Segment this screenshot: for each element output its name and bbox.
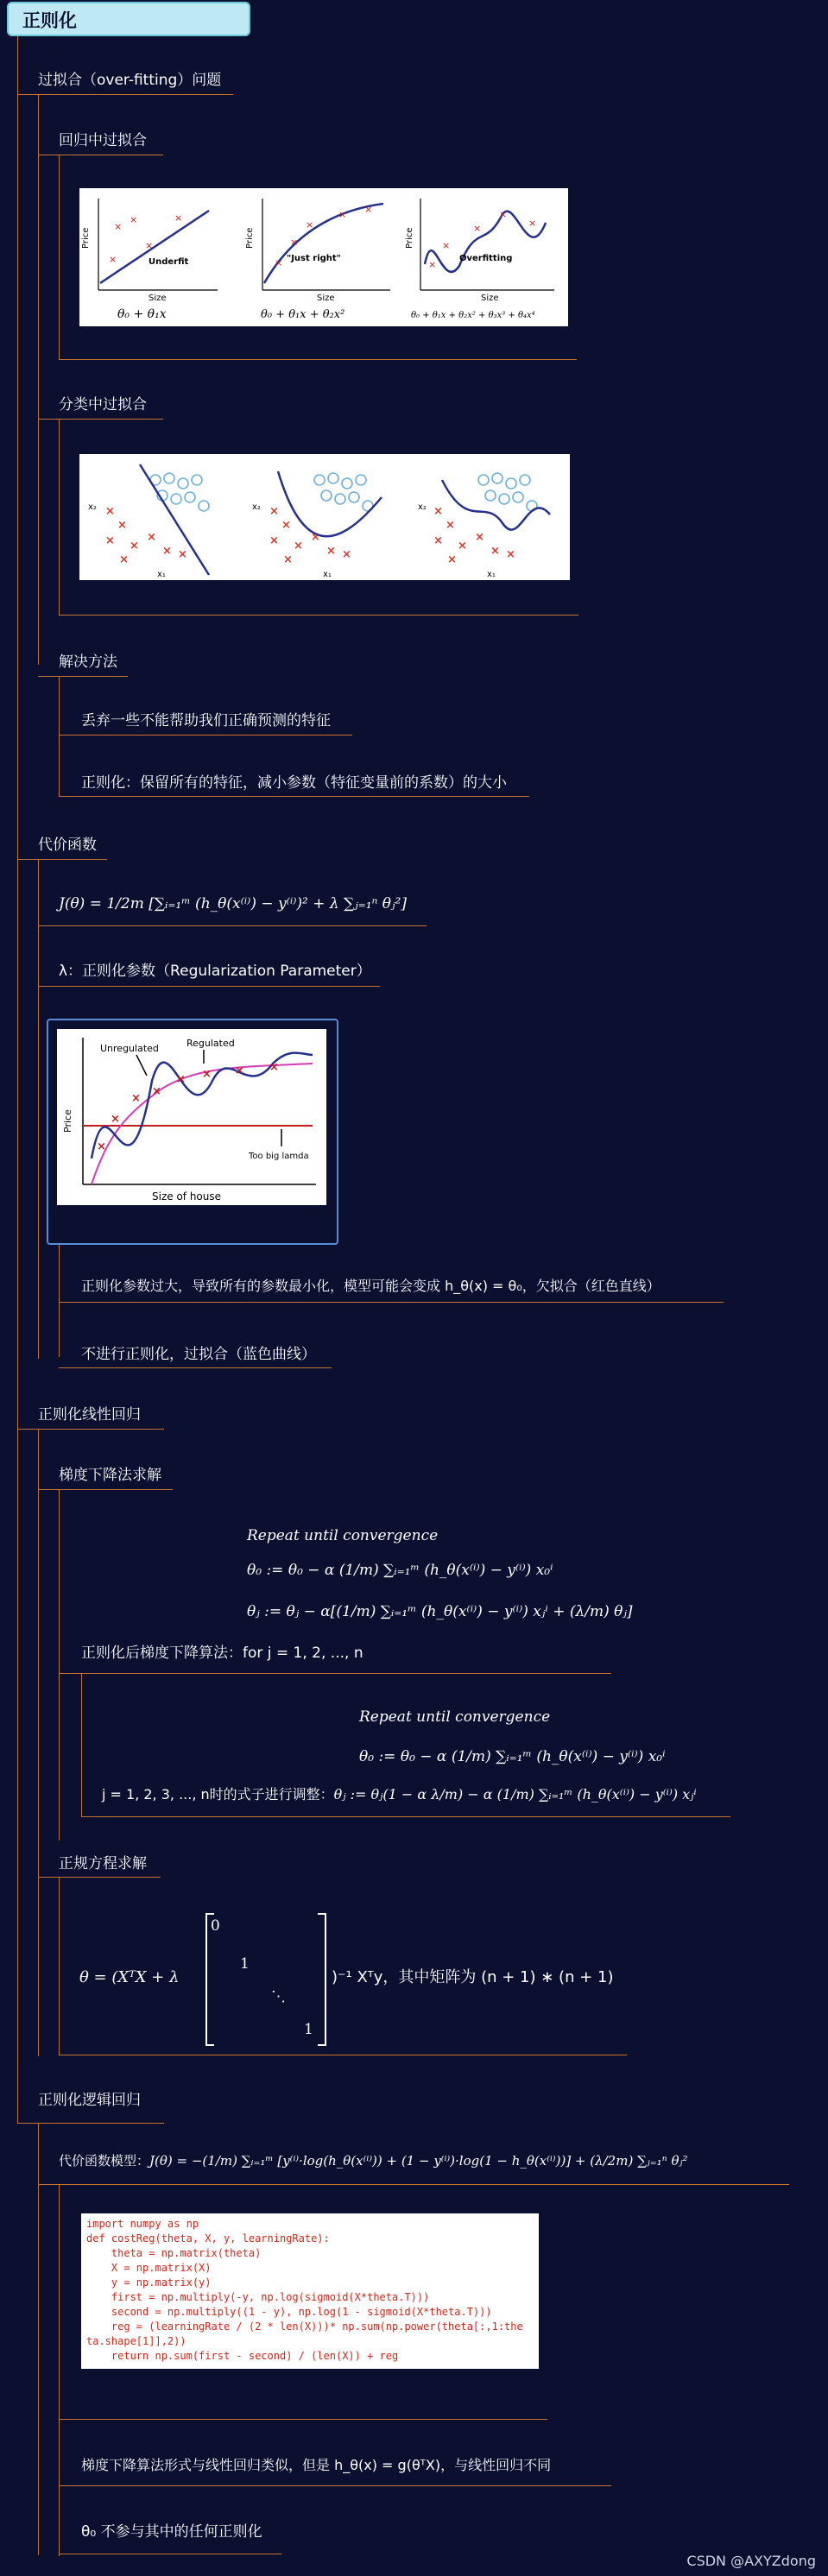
overfitting-panel <box>420 199 554 290</box>
adjust-formula: θⱼ := θⱼ(1 − α λ/m) − α (1/m) ∑ᵢ₌₁ᵐ (h_θ(x⁽ⁱ⁾) − y⁽ⁱ⁾) xⱼⁱ <box>333 1786 697 1803</box>
connector <box>38 419 163 420</box>
plot-xlabel: Size of house <box>152 1190 222 1203</box>
svg-text:×: × <box>428 259 437 270</box>
classification-overfit-image <box>79 454 570 580</box>
gd-equation-thetaj: θⱼ := θⱼ − α[(1/m) ∑ᵢ₌₁ᵐ (h_θ(x⁽ⁱ⁾) − y⁽ⁱ⁾) xⱼⁱ + (λ/m) θⱼ] <box>247 1603 633 1620</box>
regularization-plot <box>57 1029 326 1205</box>
cost-formula: J(θ) = 1/2m [∑ᵢ₌₁ᵐ (h_θ(x⁽ⁱ⁾) − y⁽ⁱ⁾)² + λ ∑ⱼ₌₁ⁿ θⱼ²] <box>59 895 407 912</box>
svg-text:×: × <box>97 1140 106 1153</box>
svg-text:×: × <box>433 534 443 547</box>
svg-text:x₂: x₂ <box>252 502 261 512</box>
svg-text:×: × <box>290 237 299 248</box>
svg-text:×: × <box>269 534 279 547</box>
svg-text:×: × <box>446 519 455 532</box>
svg-text:x₁: x₁ <box>323 570 332 579</box>
svg-text:×: × <box>117 519 127 532</box>
svg-text:×: × <box>275 257 283 268</box>
underfit-panel <box>98 199 218 290</box>
lambda-definition[interactable]: λ：正则化参数（Regularization Parameter） <box>59 963 371 980</box>
normal-equation <box>79 1906 632 2051</box>
connector <box>38 676 128 677</box>
svg-text:θ₀ + θ₁x: θ₀ + θ₁x <box>117 307 167 321</box>
svg-text:×: × <box>473 223 482 234</box>
svg-text:×: × <box>152 1085 161 1098</box>
svg-text:x₂: x₂ <box>88 502 97 512</box>
gd-after-regularization[interactable]: 正则化后梯度下降算法：for j = 1, 2, ..., n <box>81 1645 363 1662</box>
svg-text:×: × <box>114 221 123 232</box>
connector <box>38 1877 161 1878</box>
topic-normal-equation[interactable]: 正规方程求解 <box>59 1855 147 1872</box>
code-line: theta = np.matrix(theta) <box>86 2247 262 2259</box>
branch-line <box>59 1490 60 1840</box>
svg-text:×: × <box>338 209 347 220</box>
svg-text:x₁: x₁ <box>157 570 166 579</box>
svg-text:×: × <box>130 214 138 225</box>
justright-panel <box>262 199 390 290</box>
svg-text:×: × <box>490 545 500 558</box>
connector <box>59 1367 332 1368</box>
svg-text:Price: Price <box>245 227 255 249</box>
svg-text:×: × <box>342 548 351 561</box>
svg-text:×: × <box>176 1073 186 1086</box>
svg-text:×: × <box>130 540 139 552</box>
branch-line <box>38 2124 39 2555</box>
svg-text:×: × <box>131 1092 141 1105</box>
svg-text:×: × <box>528 218 537 229</box>
branch-line <box>59 1245 60 1357</box>
svg-text:Size: Size <box>317 294 335 303</box>
connector <box>81 1816 730 1817</box>
connector <box>59 2419 547 2420</box>
svg-text:×: × <box>475 531 484 544</box>
connector <box>59 2485 611 2486</box>
svg-text:x₁: x₁ <box>487 570 496 579</box>
logistic-note-theta0[interactable]: θ₀ 不参与其中的任何正则化 <box>81 2523 262 2541</box>
svg-text:×: × <box>506 548 515 561</box>
code-line: y = np.matrix(y) <box>86 2276 212 2289</box>
plot-ylabel: Price <box>62 1109 73 1133</box>
svg-text:×: × <box>364 204 373 215</box>
svg-text:θ₀ + θ₁x + θ₂x² + θ₃x³ + θ₄x⁴: θ₀ + θ₁x + θ₂x² + θ₃x³ + θ₄x⁴ <box>411 311 535 320</box>
topic-gradient-descent[interactable]: 梯度下降法求解 <box>59 1467 161 1484</box>
svg-text:×: × <box>111 1113 120 1126</box>
label-too-big-lambda: Too big lamda <box>249 1152 309 1161</box>
code-line: return np.sum(first - second) / (len(X)) + reg <box>86 2350 399 2362</box>
svg-text:×: × <box>202 1068 212 1081</box>
connector <box>59 735 352 736</box>
branch-line <box>81 1674 82 1817</box>
branch-line <box>59 1878 60 2055</box>
adjust-prefix: j = 1, 2, 3, ..., n时的式子进行调整： <box>102 1786 334 1803</box>
topic-regularized-linear[interactable]: 正则化线性回归 <box>38 1406 141 1424</box>
svg-text:×: × <box>281 519 291 532</box>
matrix-cell-dots: ⋱ <box>271 1988 286 2005</box>
svg-text:×: × <box>109 254 117 265</box>
solution-drop-features[interactable]: 丢弃一些不能帮助我们正确预测的特征 <box>81 712 331 729</box>
branch-line <box>59 420 60 615</box>
code-line: reg = (learningRate / (2 * len(X)))* np.sum(np.power(theta[:,1:the <box>86 2320 523 2333</box>
connector <box>59 615 578 616</box>
label-unregulated: Unregulated <box>100 1043 159 1054</box>
svg-text:Size: Size <box>149 294 167 303</box>
branch-line <box>59 2185 60 2556</box>
branch-line <box>38 95 39 665</box>
connector <box>59 1302 724 1303</box>
overfitting-label: Overfitting <box>459 254 513 263</box>
svg-text:×: × <box>442 240 451 251</box>
gd-equation-theta0: θ₀ := θ₀ − α (1/m) ∑ᵢ₌₁ᵐ (h_θ(x⁽ⁱ⁾) − y⁽ⁱ⁾) x₀ⁱ <box>247 1562 553 1579</box>
gd-adjusted-thetaj[interactable] <box>102 1785 697 1804</box>
code-line: import numpy as np <box>86 2218 199 2230</box>
svg-text:×: × <box>283 553 293 566</box>
svg-text:×: × <box>433 505 443 518</box>
svg-text:x₂: x₂ <box>418 502 427 512</box>
svg-text:×: × <box>447 553 457 566</box>
justright-label: "Just right" <box>287 254 341 263</box>
gd-adjusted-theta0: θ₀ := θ₀ − α (1/m) ∑ᵢ₌₁ᵐ (h_θ(x⁽ⁱ⁾) − y⁽ⁱ⁾) x₀ⁱ <box>359 1748 666 1765</box>
repeat-label-1: Repeat until convergence <box>247 1527 439 1544</box>
topic-solutions[interactable]: 解决方法 <box>59 653 117 671</box>
svg-text:×: × <box>147 531 156 544</box>
branch-line <box>38 860 39 1359</box>
matrix-cell-1: 1 <box>240 1955 250 1973</box>
connector <box>38 925 427 926</box>
normal-left: θ = (XᵀX + λ <box>79 1968 180 1986</box>
svg-text:×: × <box>499 209 508 220</box>
topic-regularized-logistic[interactable]: 正则化逻辑回归 <box>38 2092 141 2109</box>
svg-text:Size: Size <box>481 294 499 303</box>
svg-text:×: × <box>235 1064 244 1077</box>
connector <box>38 986 380 987</box>
cost-model-label: 代价函数模型： <box>59 2153 150 2169</box>
logistic-note-gradient[interactable]: 梯度下降算法形式与线性回归类似，但是 h_θ(x) = g(θᵀX)，与线性回归不同 <box>81 2457 552 2473</box>
code-line: X = np.matrix(X) <box>86 2262 212 2274</box>
svg-text:×: × <box>294 540 303 552</box>
svg-text:Price: Price <box>405 227 414 249</box>
regression-overfit-image <box>79 188 568 326</box>
watermark: CSDN @AXYZdong <box>686 2553 816 2569</box>
svg-text:×: × <box>306 219 314 230</box>
topic-classification-overfit[interactable]: 分类中过拟合 <box>59 396 147 414</box>
topic-regression-overfit[interactable]: 回归中过拟合 <box>59 132 147 149</box>
svg-text:×: × <box>105 534 115 547</box>
svg-text:×: × <box>105 505 115 518</box>
code-block <box>81 2213 539 2369</box>
note-too-large-lambda[interactable]: 正则化参数过大，导致所有的参数最小化，模型可能会变成 h_θ(x) = θ₀，欠拟合（红色直线） <box>81 1278 661 1294</box>
svg-text:×: × <box>178 548 187 561</box>
connector <box>59 359 577 360</box>
cost-model-formula: J(θ) = −(1/m) ∑ᵢ₌₁ᵐ [y⁽ⁱ⁾·log(h_θ(x⁽ⁱ⁾)) + (1 − y⁽ⁱ⁾)·log(1 − h_θ(x⁽ⁱ⁾))] + (λ/2m) ∑ⱼ₌₁ⁿ θⱼ² <box>149 2153 688 2169</box>
normal-right: )⁻¹ Xᵀy，其中矩阵为 (n + 1) ∗ (n + 1) <box>332 1968 614 1986</box>
topic-overfitting[interactable]: 过拟合（over-fitting）问题 <box>38 72 222 89</box>
label-regulated: Regulated <box>186 1038 235 1049</box>
svg-text:×: × <box>174 212 183 224</box>
svg-text:×: × <box>326 545 336 558</box>
svg-text:Price: Price <box>81 227 91 249</box>
connector <box>17 94 233 95</box>
branch-line <box>38 1430 39 2056</box>
connector <box>17 1429 164 1430</box>
svg-text:×: × <box>458 540 467 552</box>
branch-line <box>59 677 60 796</box>
logistic-cost-model[interactable] <box>59 2151 688 2170</box>
code-line: first = np.multiply(-y, np.log(sigmoid(X*theta.T))) <box>86 2291 430 2303</box>
topic-cost-function[interactable]: 代价函数 <box>38 837 97 854</box>
svg-text:×: × <box>269 1061 279 1074</box>
connector <box>17 859 107 860</box>
note-no-regularization[interactable]: 不进行正则化，过拟合（蓝色曲线） <box>81 1346 316 1363</box>
connector <box>38 2184 789 2185</box>
connector <box>17 2123 164 2124</box>
svg-text:×: × <box>311 531 320 544</box>
root-topic[interactable]: 正则化（Regularization） <box>7 2 250 36</box>
svg-text:θ₀ + θ₁x + θ₂x²: θ₀ + θ₁x + θ₂x² <box>261 308 345 321</box>
code-line: second = np.multiply((1 - y), np.log(1 - sigmoid(X*theta.T))) <box>86 2306 492 2318</box>
svg-text:×: × <box>162 545 172 558</box>
code-line: def costReg(theta, X, y, learningRate): <box>86 2232 330 2245</box>
connector <box>59 796 529 797</box>
code-line: ta.shape[1]],2)) <box>86 2335 186 2347</box>
repeat-label-2: Repeat until convergence <box>359 1708 551 1726</box>
matrix-cell-0: 0 <box>211 1917 220 1935</box>
connector <box>59 1673 611 1674</box>
trunk-line <box>17 36 18 2124</box>
svg-text:×: × <box>119 553 129 566</box>
svg-text:×: × <box>269 505 279 518</box>
svg-text:×: × <box>145 240 154 251</box>
underfit-label: Underfit <box>149 257 189 267</box>
branch-line <box>59 155 60 359</box>
matrix-bracket <box>205 1913 326 2044</box>
solution-regularize[interactable]: 正则化：保留所有的特征，减小参数（特征变量前的系数）的大小 <box>81 774 507 792</box>
matrix-cell-n: 1 <box>304 2021 313 2038</box>
